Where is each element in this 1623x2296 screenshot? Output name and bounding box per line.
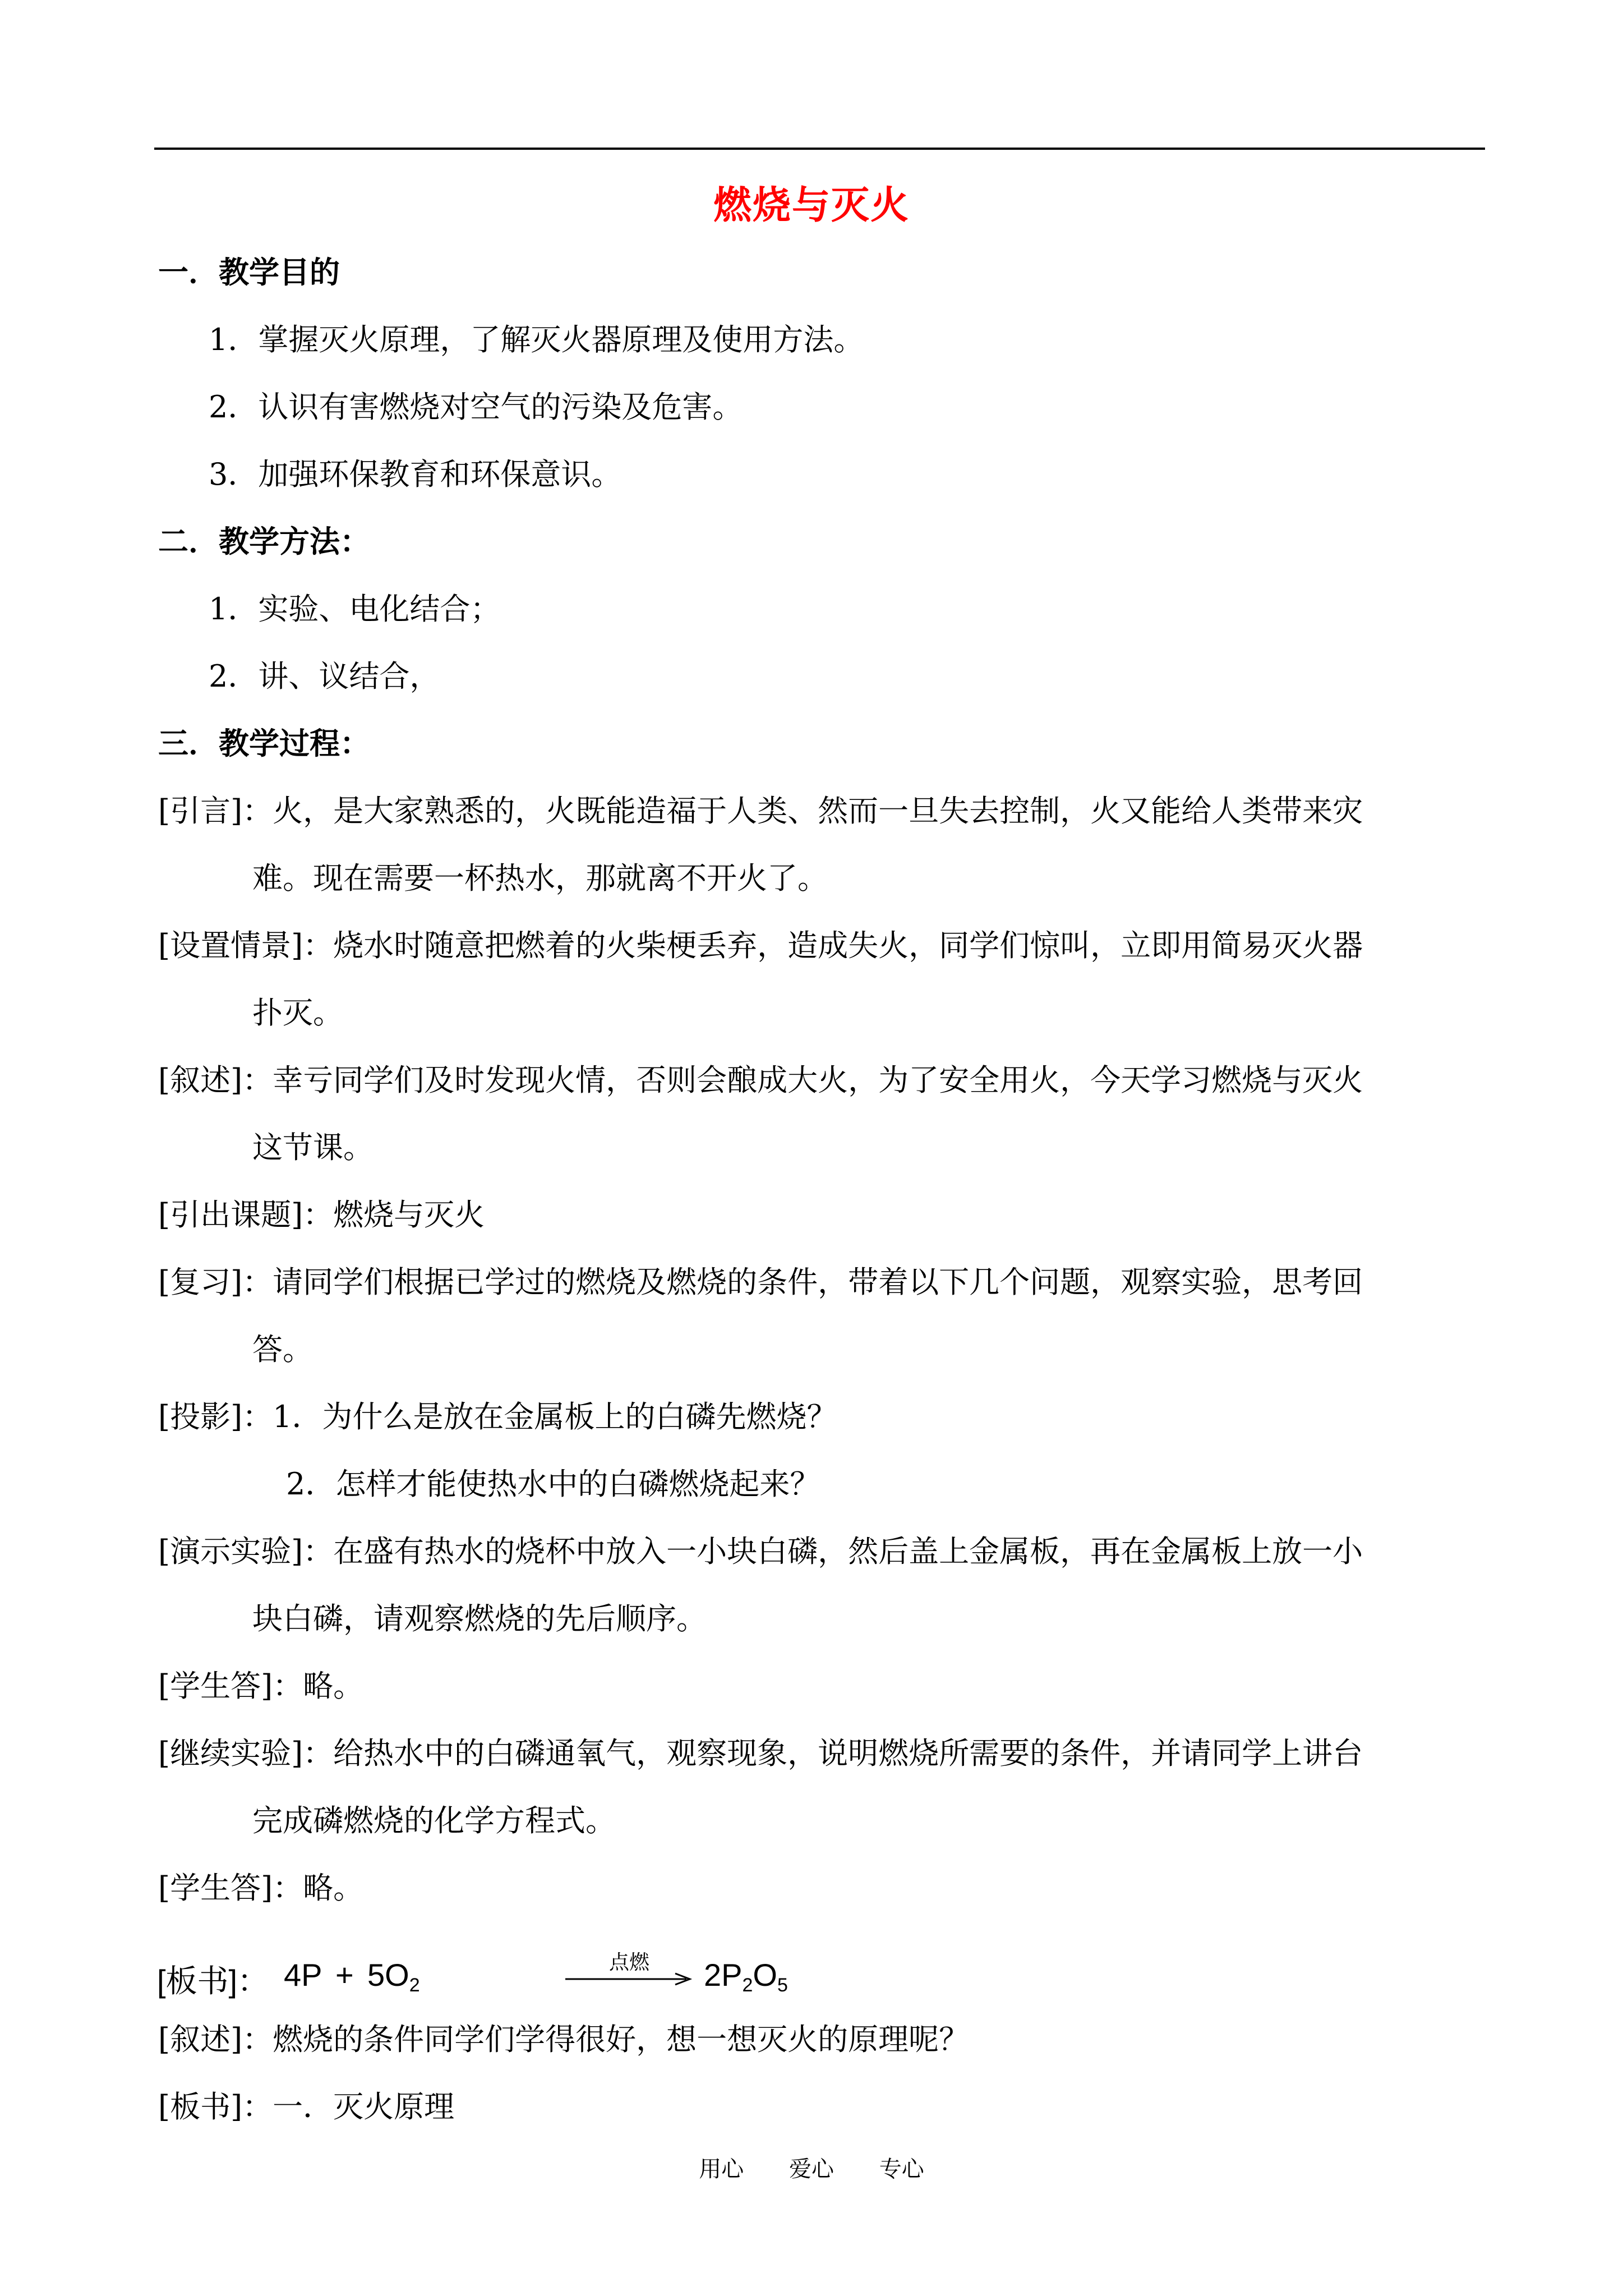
objective-item-1: 1．掌握灭火原理，了解灭火器原理及使用方法。 bbox=[209, 322, 864, 357]
arrow-icon bbox=[565, 1947, 693, 1997]
process-review-line1: [复习]：请同学们根据已学过的燃烧及燃烧的条件，带着以下几个问题，观察实验，思考回 bbox=[158, 1264, 1363, 1300]
process-scenario-line1: [设置情景]：烧水时随意把燃着的火柴梗丢弃，造成失火，同学们惊叫，立即用简易灭火器 bbox=[158, 928, 1363, 963]
objective-item-3: 3．加强环保教育和环保意识。 bbox=[209, 457, 622, 492]
equation-reactant-oxygen: $5O_2$ bbox=[367, 1957, 420, 1996]
footer-item-3: 专心 bbox=[879, 2156, 924, 2182]
equation-product: $2P_2O_5$ bbox=[704, 1957, 788, 1996]
process-narration-line2: 这节课。 bbox=[252, 1130, 374, 1165]
page-footer bbox=[0, 2151, 1623, 2183]
equation-reactant-phosphorus: 4P bbox=[284, 1957, 322, 1993]
process-review-line2: 答。 bbox=[252, 1332, 313, 1367]
equation-board-label: [板书]： bbox=[157, 1963, 269, 1999]
reaction-condition: 点燃 bbox=[608, 1951, 649, 1974]
method-item-1: 1．实验、电化结合； bbox=[209, 591, 501, 627]
process-continue-line2: 完成磷燃烧的化学方程式。 bbox=[252, 1803, 616, 1838]
section-heading-methods: 二．教学方法： bbox=[158, 524, 370, 559]
method-item-2: 2．讲、议结合， bbox=[209, 659, 440, 694]
section-heading-process: 三．教学过程： bbox=[158, 726, 370, 761]
process-scenario-line2: 扑灭。 bbox=[252, 995, 343, 1030]
process-projection-q2: 2．怎样才能使热水中的白磷燃烧起来？ bbox=[286, 1466, 820, 1502]
process-demo-line2: 块白磷，请观察燃烧的先后顺序。 bbox=[252, 1601, 707, 1636]
header-rule bbox=[154, 148, 1485, 150]
process-topic: [引出课题]：燃烧与灭火 bbox=[158, 1197, 485, 1232]
process-demo-line1: [演示实验]：在盛有热水的烧杯中放入一小块白磷，然后盖上金属板，再在金属板上放一小 bbox=[158, 1534, 1363, 1569]
section-heading-objectives: 一．教学目的 bbox=[158, 255, 340, 290]
reaction-arrow bbox=[565, 1947, 693, 1997]
equation-plus: + bbox=[335, 1957, 354, 1993]
process-narration-extinguish: [叙述]：燃烧的条件同学们学得很好，想一想灭火的原理呢？ bbox=[158, 2022, 970, 2057]
process-continue-line1: [继续实验]：给热水中的白磷通氧气，观察现象，说明燃烧所需要的条件，并请同学上讲台 bbox=[158, 1736, 1363, 1771]
process-student-answer-1: [学生答]：略。 bbox=[158, 1668, 364, 1704]
footer-item-1: 用心 bbox=[699, 2156, 744, 2182]
process-narration-line1: [叙述]：幸亏同学们及时发现火情，否则会酿成大火，为了安全用火，今天学习燃烧与灭火 bbox=[158, 1062, 1363, 1098]
objective-item-2: 2．认识有害燃烧对空气的污染及危害。 bbox=[209, 389, 743, 425]
page-title: 燃烧与灭火 bbox=[713, 183, 910, 228]
process-board-principle: [板书]：一．灭火原理 bbox=[158, 2089, 455, 2124]
process-intro-line2: 难。现在需要一杯热水，那就离不开火了。 bbox=[252, 861, 828, 896]
process-projection-q1: [投影]：1．为什么是放在金属板上的白磷先燃烧？ bbox=[158, 1399, 837, 1434]
process-student-answer-2: [学生答]：略。 bbox=[158, 1870, 364, 1906]
footer-item-2: 爱心 bbox=[789, 2156, 834, 2182]
process-intro-line1: [引言]：火，是大家熟悉的，火既能造福于人类、然而一旦失去控制，火又能给人类带来灾 bbox=[158, 793, 1363, 829]
